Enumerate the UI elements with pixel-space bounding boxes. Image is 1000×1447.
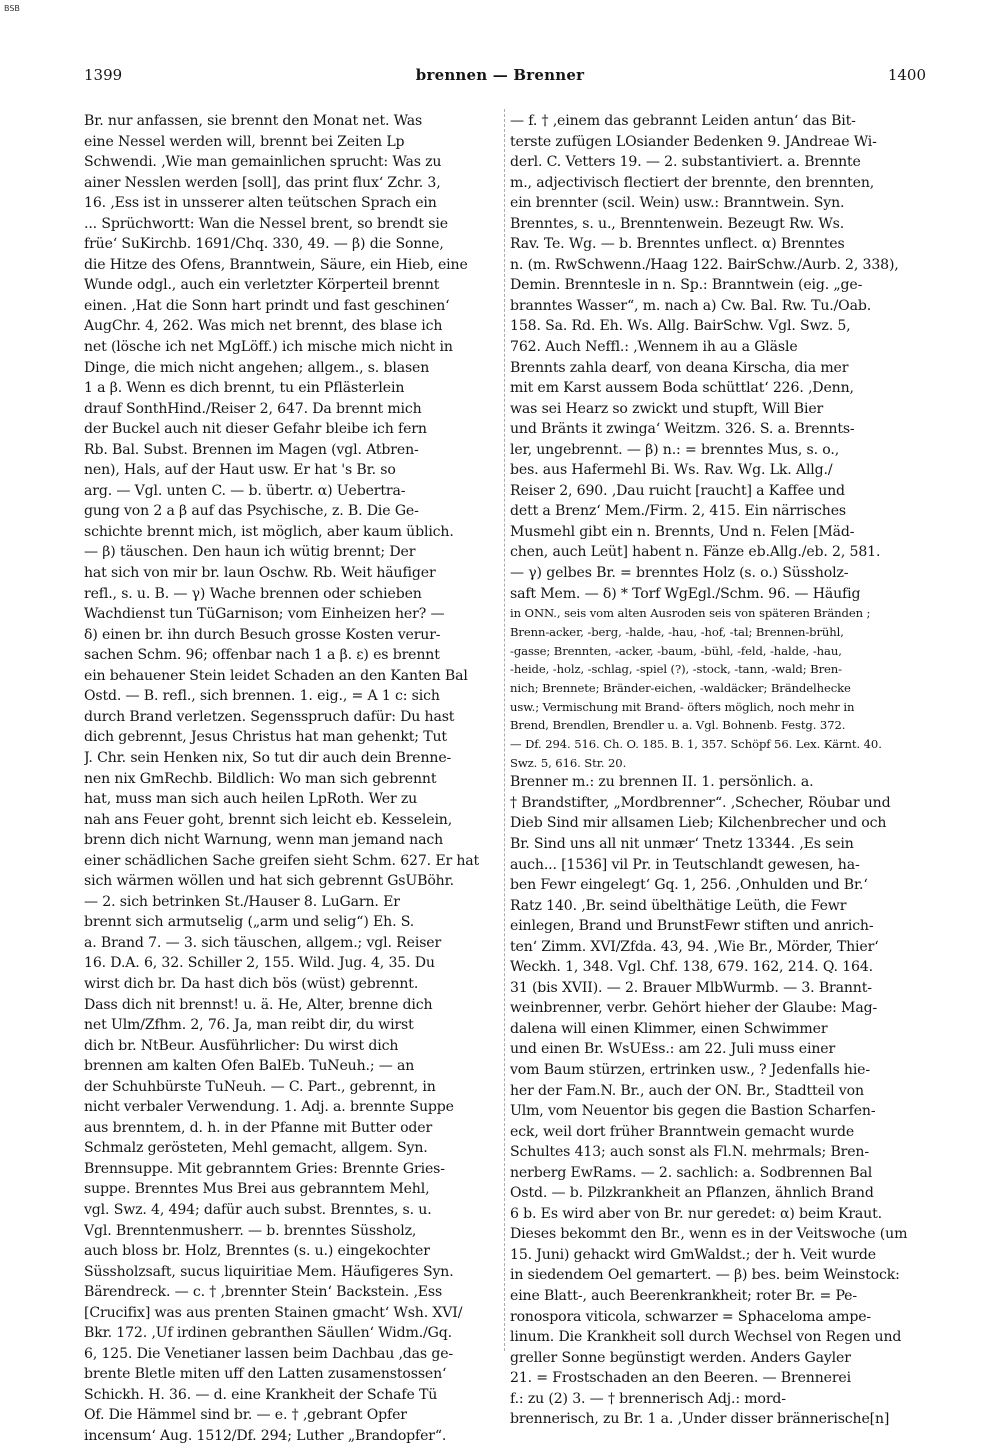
text-line: ein brennter (scil. Wein) usw.: Branntwein. Syn. [510,195,845,212]
text-line: J. Chr. sein Henken nix, So tut dir auch dein Brenne- [84,749,452,766]
text-line: her der Fam.N. Br., auch der ON. Br., Stadtteil von [510,1082,864,1099]
text-line: Rb. Bal. Subst. Brennen im Magen (vgl. Atbren- [84,441,419,458]
text-line: der Schuhbürste TuNeuh. — C. Part., gebrennt, in [84,1078,436,1095]
text-line: ronospora viticola, schwarzer = Sphaceloma ampe- [510,1308,872,1325]
page-number-right: 1400 [887,66,926,84]
text-line: Musmehl gibt ein n. Brennts, Und n. Felen [Mäd- [510,523,855,540]
left-column [84,111,499,1447]
text-line: greller Sonne begünstigt werden. Anders Gayler [510,1349,851,1366]
text-line: 15. Juni) gehackt wird GmWaldst.; der h. Veit wurde [510,1246,876,1263]
text-line: sachen Schm. 96; offenbar nach 1 a β. ε) es brennt [84,647,440,664]
text-line: hat, muss man sich auch heilen LpRoth. Wer zu [84,791,418,808]
text-line: f.: zu (2) 3. — † brennerisch Adj.: mord- [510,1390,786,1407]
text-line: saft Mem. — δ) * Torf WgEgl./Schm. 96. — Häufig [510,585,861,602]
text-line: Ratz 140. ‚Br. seind übelthätige Leüth, die Fewr [510,897,847,914]
text-line: Bkr. 172. ‚Uf irdinen gebranthen Säullen‘ Widm./Gq. [84,1325,452,1342]
text-line: — Df. 294. 516. Ch. O. 185. B. 1, 357. Schöpf 56. Lex. Kärnt. 40. [510,736,882,751]
text-line: Brend, Brendlen, Brendler u. a. Vgl. Bohnenb. Festg. 372. [510,718,846,733]
text-line: Demin. Brenntesle in n. Sp.: Branntwein (eig. „ge- [510,277,863,294]
text-line: Schmalz gerösteten, Mehl gemacht, allgem. Syn. [84,1140,428,1157]
text-line: brennen am kalten Ofen BalEb. TuNeuh.; — an [84,1058,415,1075]
text-line: branntes Wasser“, m. nach a) Cw. Bal. Rw. Tu./Oab. [510,297,872,314]
text-line: vgl. Swz. 4, 494; dafür auch subst. Brenntes, s. u. [84,1201,432,1218]
text-line: 31 (bis XVII). — 2. Brauer MlbWurmb. — 3. Brannt- [510,979,872,996]
text-line: in siedendem Oel gemartert. — β) bes. beim Weinstock: [510,1267,900,1284]
text-line: Swz. 5, 616. Str. 20. [510,755,627,770]
text-line: Schwendi. ‚Wie man gemainlichen sprucht: Was zu [84,154,442,171]
library-stamp: BSB [4,4,20,13]
text-line: -gasse; Brennten, -acker, -baum, -bühl, -feld, -halde, -hau, [510,643,842,658]
text-line: auch bloss br. Holz, Brenntes (s. u.) eingekochter [84,1243,430,1260]
text-line: Dass dich nit brennst! u. ä. He, Alter, brenne dich [84,996,433,1013]
text-line: — β) täuschen. Den haun ich wütig brennt; Der [84,544,416,561]
text-line: nich; Brennete; Bränder-eichen, -waldäcker; Brändelhecke [510,680,851,695]
text-line: gung von 2 a β auf das Psychische, z. B. Die Ge- [84,503,419,520]
text-line: chen, auch Leüt] habent n. Fänze eb.Allg./eb. 2, 581. [510,544,881,561]
text-line: und einen Br. WsUEss.: am 22. Juli muss einer [510,1041,836,1058]
text-line: Ostd. — B. refl., sich brennen. 1. eig., = A 1 c: sich [84,688,440,705]
text-line: wirst dich br. Da hast dich bös (wüst) gebrennt. [84,975,419,992]
text-line: auch... [1536] vil Pr. in Teutschlandt gewesen, ha- [510,856,860,873]
text-line: nen nix GmRechb. Bildlich: Wo man sich gebrennt [84,770,437,787]
text-line: brennt sich armutselig („arm und selig“) Eh. S. [84,914,415,931]
text-line: in ONN., seis vom alten Ausroden seis von späteren Bränden ; [510,606,871,621]
text-line: ainer Nesslen werden [soll], das print flux‘ Zchr. 3, [84,174,441,191]
text-line: vom Baum stürzen, ertrinken usw., ? Jedenfalls hie- [510,1061,870,1078]
text-line: — 2. sich betrinken St./Hauser 8. LuGarn. Er [84,893,400,910]
text-line: 6 b. Es wird aber von Br. nur geredet: α) beim Kraut. [510,1205,882,1222]
text-line: einlegen, Brand und BrunstFewr stiften und anrich- [510,918,874,935]
text-line: was sei Hearz so zwickt und stupft, Will Bier [510,400,824,417]
text-line: Br. Sind uns all nit unmær‘ Tnetz 13344. ‚Es sein [510,835,854,852]
text-line: aus brenntem, d. h. in der Pfanne mit Butter oder [84,1119,433,1136]
right-column [510,111,926,1430]
text-line: Brenntes, s. u., Brenntenwein. Bezeugt Rw. Ws. [510,215,845,232]
text-line: Schickh. H. 36. — d. eine Krankheit der Schafe Tü [84,1386,438,1403]
text-line: drauf SonthHind./Reiser 2, 647. Da brennt mich [84,400,422,417]
text-line: Rav. Te. Wg. — b. Brenntes unflect. α) Brenntes [510,236,845,253]
text-line: Reiser 2, 690. ‚Dau ruicht [raucht] a Kaffee und [510,482,845,499]
text-line: linum. Die Krankheit soll durch Wechsel von Regen und [510,1329,902,1346]
text-line: 6, 125. Die Venetianer lassen beim Dachbau ‚das ge- [84,1345,453,1362]
text-line: Of. Die Hämmel sind br. — e. † ‚gebrant Opfer [84,1407,407,1424]
text-line: derl. C. Vetters 19. — 2. substantiviert. a. Brennte [510,154,861,171]
text-line: Ostd. — b. Pilzkrankheit an Pflanzen, ähnlich Brand [510,1185,874,1202]
text-line: brenn dich nicht Warnung, wenn man jemand nach [84,832,443,849]
text-line: ben Fewr eingelegt‘ Gq. 1, 256. ‚Onhulden und Br.‘ [510,877,868,894]
text-line: bes. aus Hafermehl Bi. Ws. Rav. Wg. Lk. Allg./ [510,462,833,479]
text-line: Süssholzsaft, sucus liquiritiae Mem. Häufigeres Syn. [84,1263,454,1280]
text-line: Wachdienst tun TüGarnison; vom Einheizen her? — [84,606,445,623]
text-line: Dinge, die mich nicht angehen; allgem., s. blasen [84,359,430,376]
text-line: einen. ‚Hat die Sonn hart prindt und fast geschinen‘ [84,297,450,314]
text-line: incensum‘ Aug. 1512/Df. 294; Luther „Brandopfer“. [84,1428,447,1444]
text-line: Wunde odgl., auch ein verletzter Körperteil brennt [84,277,440,294]
text-line: sich wärmen wöllen und hat sich gebrennt GsUBöhr. [84,873,454,890]
text-line: eine Nessel werden will, brennt bei Zeiten Lp [84,133,405,150]
text-line: dalena will einen Klimmer, einen Schwimmer [510,1020,828,1037]
text-line: Bärendreck. — c. † ‚brennter Stein‘ Backstein. ‚Ess [84,1284,443,1301]
text-line: Brennts zahla dearf, von deana Kirscha, dia mer [510,359,849,376]
text-line: refl., s. u. B. — γ) Wache brennen oder schieben [84,585,422,602]
text-line: der Buckel auch nit dieser Gefahr bleibe ich fern [84,421,427,438]
text-line: die Hitze des Ofens, Branntwein, Säure, ein Hieb, eine [84,256,468,273]
text-line: weinbrenner, verbr. Gehört hieher der Glaube: Mag- [510,1000,878,1017]
text-line: 21. = Frostschaden an den Beeren. — Brennerei [510,1370,851,1387]
text-line: † Brandstifter, „Mordbrenner“. ‚Schecher, Röubar und [510,794,891,811]
text-line: 158. Sa. Rd. Eh. Ws. Allg. BairSchw. Vgl. Swz. 5, [510,318,851,335]
text-line: — f. † ‚einem das gebrannt Leiden antun‘ das Bit- [510,113,856,129]
text-line: terste zufügen LOsiander Bedenken 9. JAndreae Wi- [510,133,877,150]
page-number-left: 1399 [84,66,123,84]
text-line: und Bränts it zwinga‘ Weitzm. 326. S. a. Brennts- [510,421,855,438]
text-line: — γ) gelbes Br. = brenntes Holz (s. o.) Süssholz- [510,565,849,582]
text-line: brennerisch, zu Br. 1 a. ‚Under disser brännerische[n] [510,1411,890,1428]
text-line: 1 a β. Wenn es dich brennt, tu ein Pflästerlein [84,380,405,397]
text-line: brente Bletle miten uff den Latten zusamenstossen‘ [84,1366,447,1383]
text-line: ein behauener Stein leidet Schaden an den Kanten Bal [84,667,468,684]
text-line: 16. ‚Ess ist in unsserer alten teütschen Sprach ein [84,195,437,212]
text-line: net (lösche ich net MgLöff.) ich mische mich nicht in [84,339,453,356]
text-line: suppe. Brenntes Mus Brei aus gebranntem Mehl, [84,1181,430,1198]
text-line: ler, ungebrennt. — β) n.: = brenntes Mus, s. o., [510,441,840,458]
text-line: net Ulm/Zfhm. 2, 76. Ja, man reibt dir, du wirst [84,1017,414,1034]
text-line: dich br. NtBeur. Ausführlicher: Du wirst dich [84,1037,399,1054]
text-line: Br. nur anfassen, sie brennt den Monat net. Was [84,113,423,129]
text-line: arg. — Vgl. unten C. — b. übertr. α) Uebertra- [84,482,406,499]
text-line: dich gebrennt, Jesus Christus hat man gehenkt; Tut [84,729,447,746]
text-line: einer schädlichen Sache greifen sieht Schm. 627. Er hat [84,852,480,869]
text-line: Weckh. 1, 348. Vgl. Chf. 138, 679. 162, 214. Q. 164. [510,959,873,976]
text-line: früe‘ SuKirchb. 1691/Chq. 330, 49. — β) die Sonne, [84,236,444,253]
text-line: nicht verbaler Verwendung. 1. Adj. a. brennte Suppe [84,1099,454,1116]
text-line: δ) einen br. ihn durch Besuch grosse Kosten verur- [84,626,441,643]
text-line: 762. Auch Neffl.: ‚Wennem ih au a Gläsle [510,339,798,356]
text-line: ... Sprüchwortt: Wan die Nessel brent, so brendt sie [84,215,448,232]
text-line: hat sich von mir br. laun Oschw. Rb. Weit häufiger [84,565,436,582]
text-line: Dieses bekommt den Br., wenn es in der Veitswoche (um [510,1226,908,1243]
text-line: Schultes 413; auch sonst als Fl.N. mehrmals; Bren- [510,1144,869,1161]
text-line: 16. D.A. 6, 32. Schiller 2, 155. Wild. Jug. 4, 35. Du [84,955,435,972]
text-line: Ulm, vom Neuentor bis gegen die Bastion Scharfen- [510,1103,876,1120]
text-line: Dieb Sind mir allsamen Lieb; Kilchenbrecher und och [510,815,887,832]
text-line: nah ans Feuer goht, brennt sich leicht eb. Kesselein, [84,811,453,828]
text-line: AugChr. 4, 262. Was mich net brennt, des blase ich [84,318,443,335]
text-line: dett a Brenz‘ Mem./Firm. 2, 415. Ein närrisches [510,503,846,520]
text-line: n. (m. RwSchwenn./Haag 122. BairSchw./Aurb. 2, 338), [510,256,899,273]
text-line: Brennsuppe. Mit gebranntem Gries: Brennte Gries- [84,1160,445,1177]
text-line: -heide, -holz, -schlag, -spiel (?), -stock, -tann, -wald; Bren- [510,662,842,677]
text-line: usw.; Vermischung mit Brand- öfters möglich, noch mehr in [510,699,855,714]
text-line: a. Brand 7. — 3. sich täuschen, allgem.; vgl. Reiser [84,934,442,951]
text-line: eine Blatt-, auch Beerenkrankheit; roter Br. = Pe- [510,1287,857,1304]
text-line: durch Brand verletzen. Segensspruch dafür: Du hast [84,708,455,725]
text-line: nerberg EwRams. — 2. sachlich: a. Sodbrennen Bal [510,1164,873,1181]
text-line: Vgl. Brenntenmusherr. — b. brenntes Süssholz, [84,1222,417,1239]
text-line: Brenn-acker, -berg, -halde, -hau, -hof, -tal; Brennen-brühl, [510,624,844,639]
running-head: brennen — Brenner [415,66,585,84]
text-line: m., adjectivisch flectiert der brennte, den brennten, [510,174,875,191]
text-line: eck, weil dort früher Branntwein gemacht wurde [510,1123,855,1140]
text-line: nen), Hals, auf der Haut usw. Er hat 's Br. so [84,462,396,479]
text-line: mit em Karst aussem Boda schüttlat‘ 226. ‚Denn, [510,380,854,397]
text-line: [Crucifix] was aus prenten Stainen gmacht‘ Wsh. XVI/ [84,1304,463,1321]
column-divider [504,109,505,1351]
text-line: schichte brennt mich, ist möglich, aber kaum üblich. [84,523,454,540]
text-line: ten‘ Zimm. XVI/Zfda. 43, 94. ‚Wie Br., Mörder, Thier‘ [510,938,879,955]
text-line: Brenner m.: zu brennen II. 1. persönlich. a. [510,774,814,791]
